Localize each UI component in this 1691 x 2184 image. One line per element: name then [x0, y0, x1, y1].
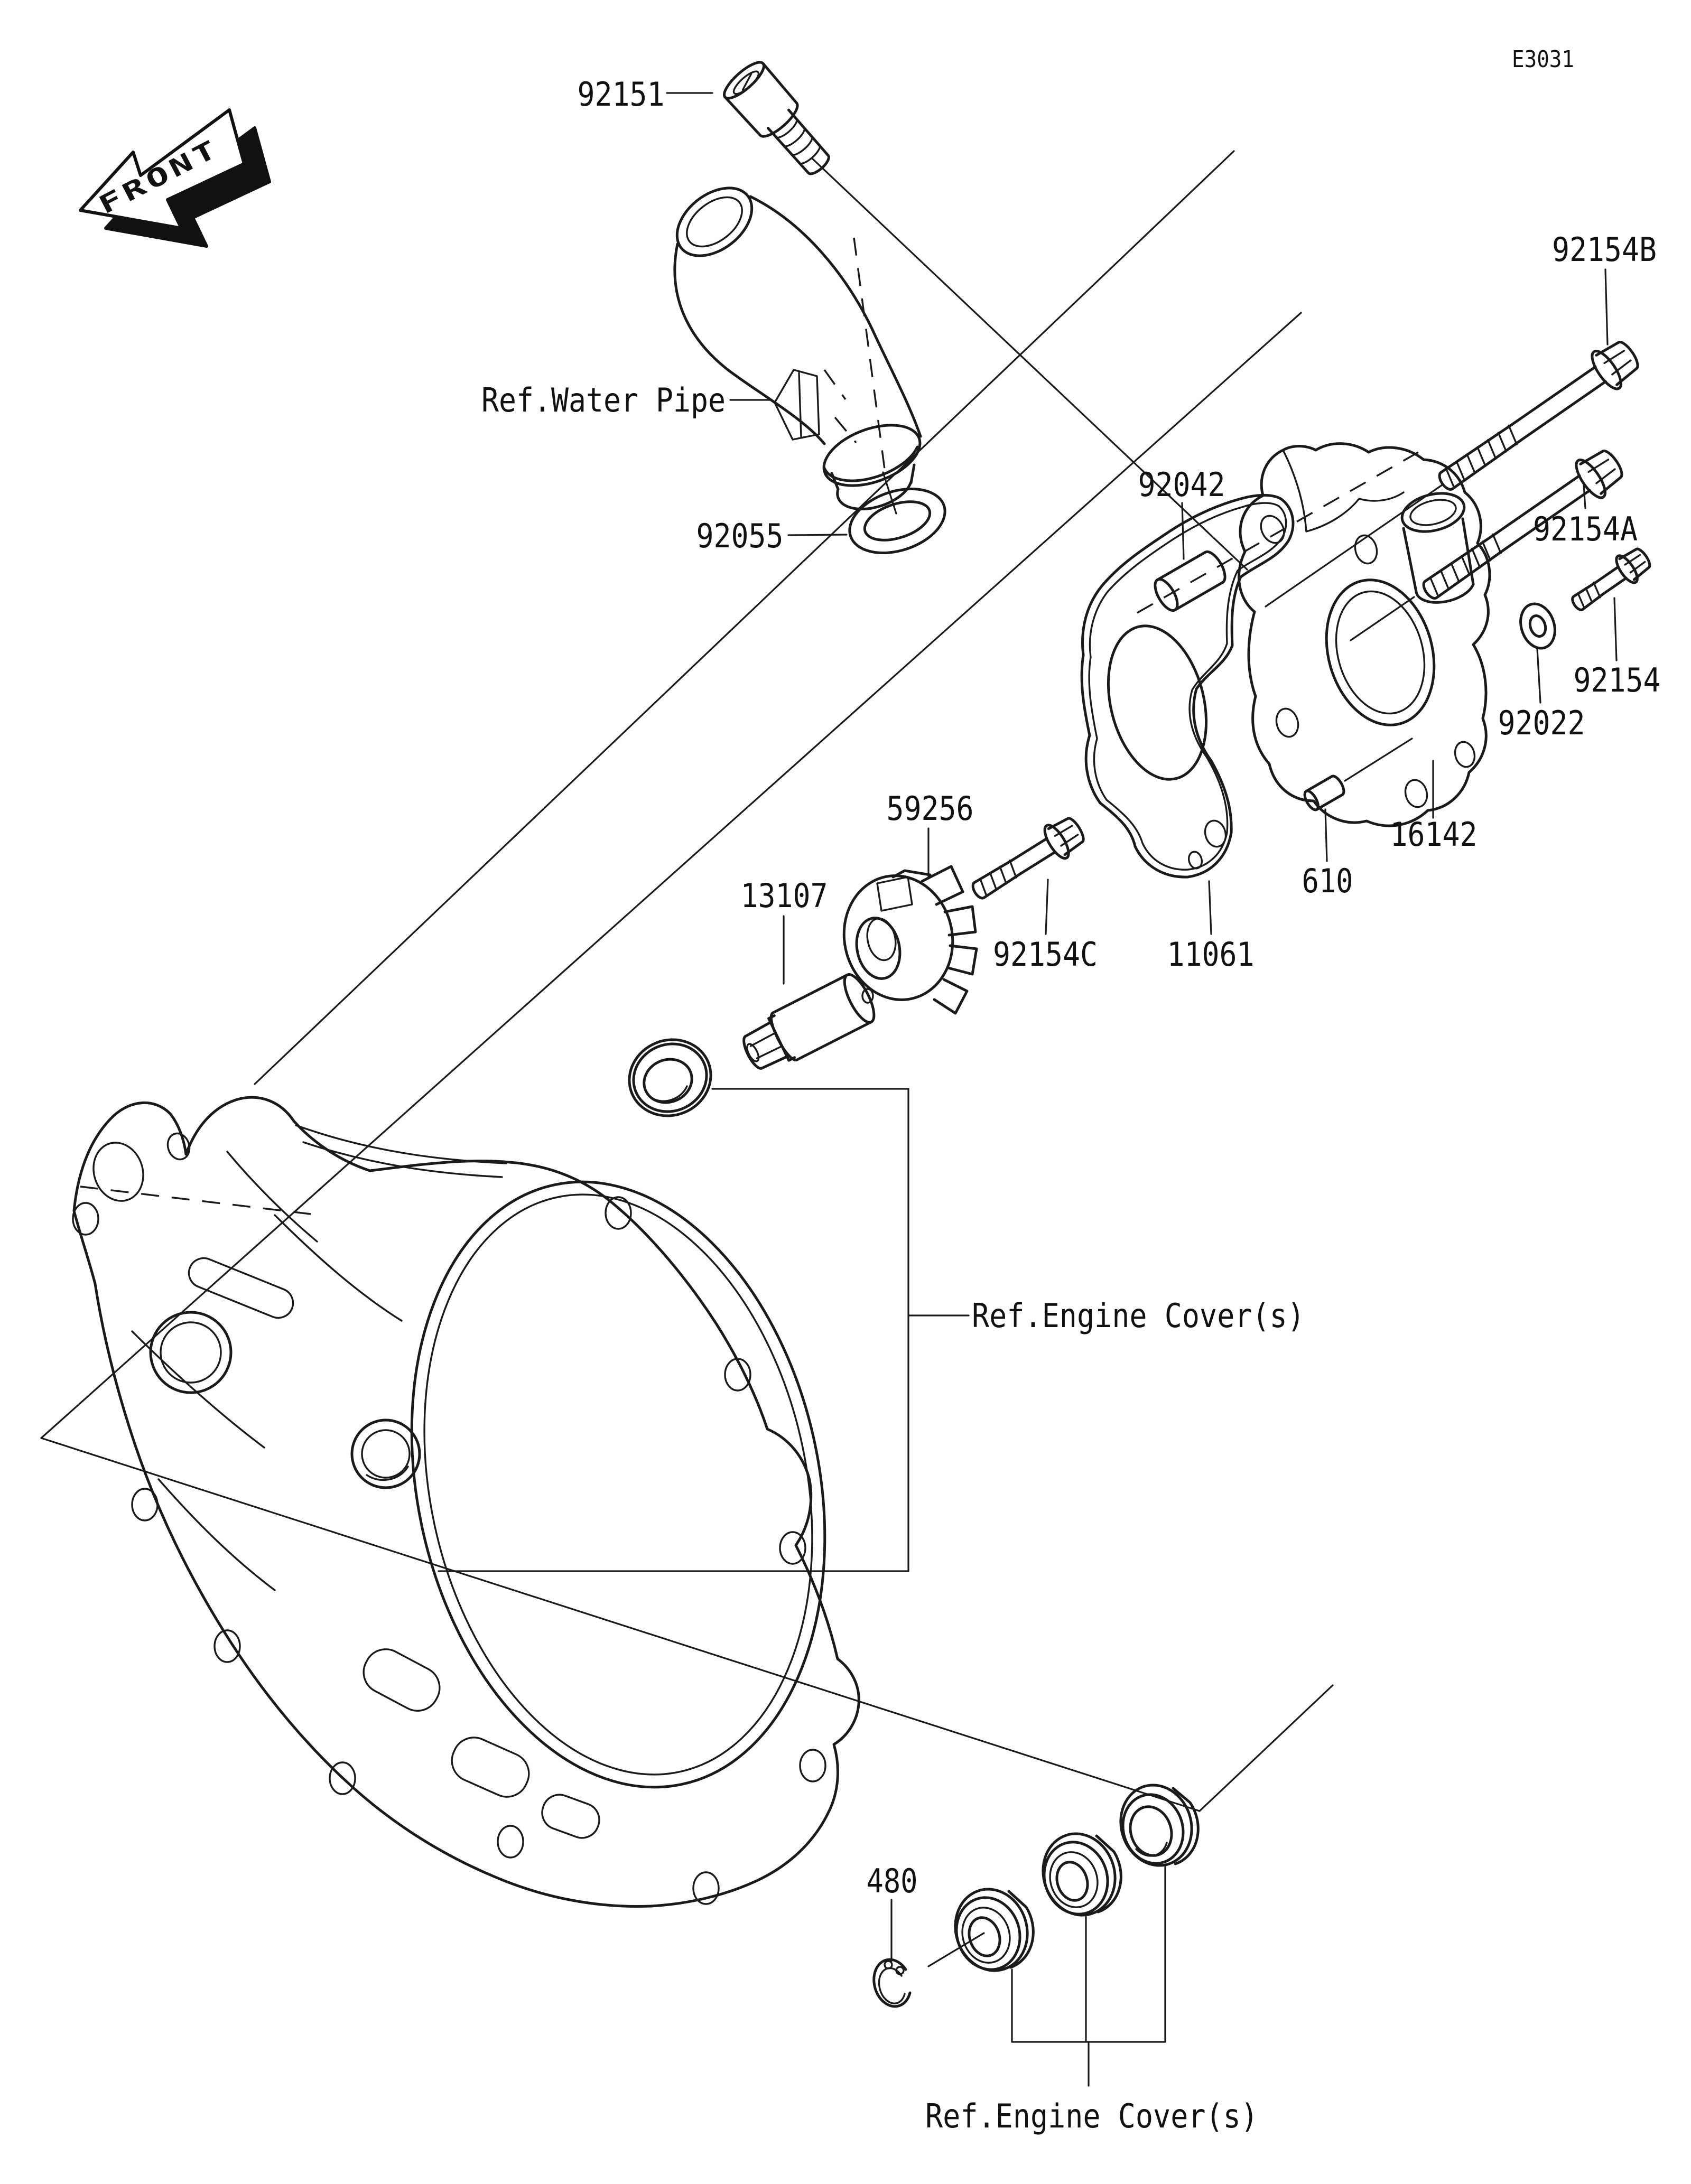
callout-92022: 92022	[1498, 704, 1585, 742]
engine-cover-drawing	[73, 1097, 878, 1906]
callout-92055: 92055	[696, 517, 784, 555]
dowel-pin-b-drawing	[1302, 774, 1346, 812]
callout-92154: 92154	[1573, 661, 1661, 699]
callout-engine-cover-lower: Ref.Engine Cover(s)	[925, 2097, 1258, 2135]
flange-bolt-c-drawing	[965, 811, 1089, 909]
impeller-drawing	[833, 865, 977, 1013]
washer-drawing	[1515, 600, 1560, 653]
callout-engine-cover-upper: Ref.Engine Cover(s)	[972, 1296, 1305, 1335]
shaft-oil-seal-drawing	[618, 1028, 722, 1128]
circlip-drawing	[874, 1959, 910, 2006]
dowel-pin-a-drawing	[1150, 548, 1229, 614]
bearing-2-drawing	[1033, 1824, 1126, 1925]
gasket-drawing	[1082, 495, 1293, 877]
callout-92042: 92042	[1138, 465, 1225, 504]
water-pipe-drawing	[664, 174, 928, 509]
callout-92154A: 92154A	[1533, 510, 1638, 548]
front-arrow	[80, 110, 270, 246]
callout-11061: 11061	[1167, 935, 1255, 974]
callout-13107: 13107	[740, 876, 828, 915]
callout-610: 610	[1302, 862, 1353, 900]
callout-92154B: 92154B	[1552, 230, 1657, 269]
callout-59256: 59256	[886, 789, 974, 828]
bearing-1-drawing	[945, 1880, 1038, 1980]
callout-92151: 92151	[577, 75, 665, 114]
o-ring-drawing	[841, 478, 953, 564]
engine-cover-bolt-holes	[73, 1197, 825, 1904]
flange-bolt-b-drawing	[1430, 334, 1645, 502]
callout-water-pipe-ref: Ref.Water Pipe	[481, 381, 726, 419]
callout-16142: 16142	[1390, 815, 1478, 854]
front-arrow-label: FRONT	[94, 153, 186, 220]
socket-bolt-drawing	[719, 57, 841, 185]
page-code: E3031	[1512, 46, 1574, 73]
callout-92154C: 92154C	[993, 935, 1098, 974]
oil-seal-3-drawing	[1110, 1776, 1202, 1874]
pump-shaft-drawing	[736, 970, 880, 1078]
callout-480: 480	[866, 1862, 918, 1900]
flange-bolt-plain-drawing	[1566, 543, 1655, 619]
